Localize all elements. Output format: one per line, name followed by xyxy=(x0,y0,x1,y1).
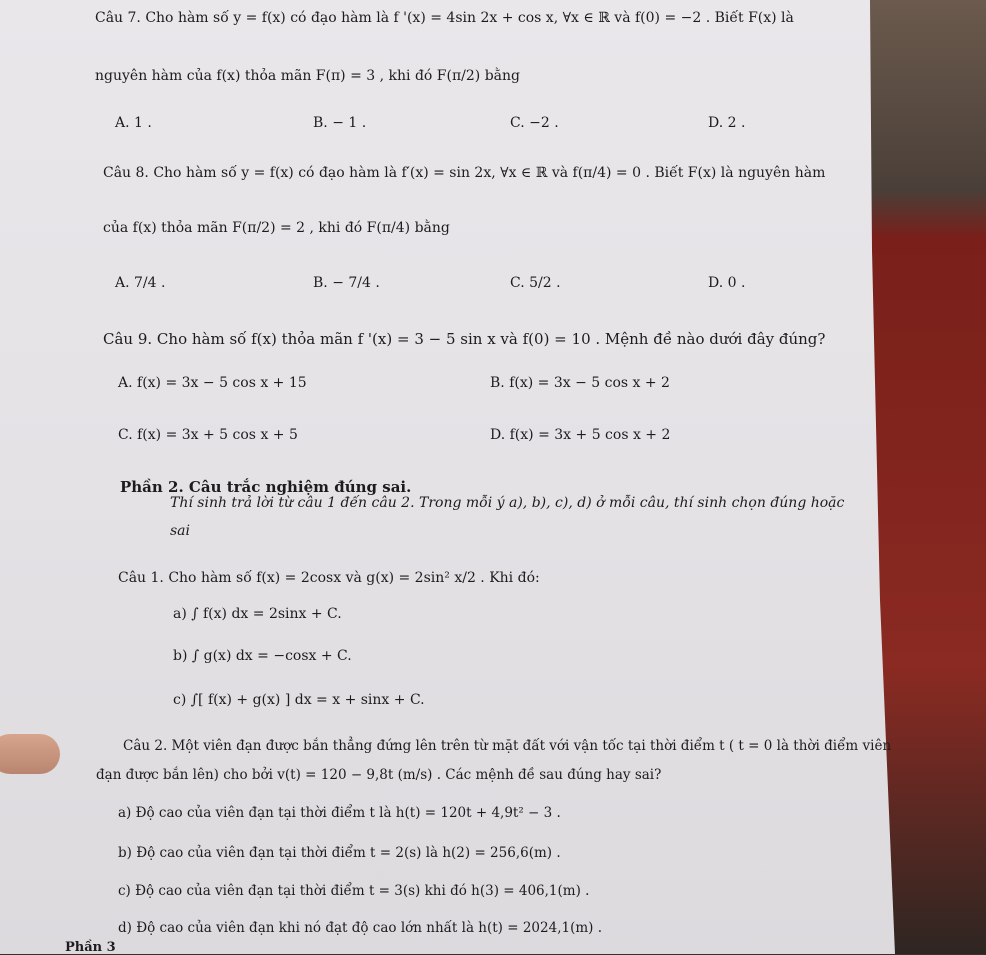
q7-line1: Câu 7. Cho hàm số y = f(x) có đạo hàm là f '(x) = 4sin 2x + cos x, ∀x ∈ ℝ và f(0) = −2 . Biết F(x) là xyxy=(95,10,794,26)
q8-option-c: C. 5/2 . xyxy=(510,275,561,291)
c1-statement-c: c) ∫[ f(x) + g(x) ] dx = x + sinx + C. xyxy=(173,692,425,708)
c2-statement-c: c) Độ cao của viên đạn tại thời điểm t = 3(s) khi đó h(3) = 406,1(m) . xyxy=(118,883,590,899)
q9-option-a: A. f(x) = 3x − 5 cos x + 15 xyxy=(118,375,307,391)
q7-option-d: D. 2 . xyxy=(708,115,746,131)
q7-option-b: B. − 1 . xyxy=(313,115,367,131)
q7-option-a: A. 1 . xyxy=(115,115,152,131)
q8-line2: của f(x) thỏa mãn F(π/2) = 2 , khi đó F(π/4) bằng xyxy=(103,220,450,236)
q9-option-d: D. f(x) = 3x + 5 cos x + 2 xyxy=(490,427,671,443)
q7-line2: nguyên hàm của f(x) thỏa mãn F(π) = 3 , khi đó F(π/2) bằng xyxy=(95,68,521,84)
q9-option-c: C. f(x) = 3x + 5 cos x + 5 xyxy=(118,427,298,443)
c2-line1: Câu 2. Một viên đạn được bắn thẳng đứng lên trên từ mặt đất với vận tốc tại thời điểm t ( t = 0 là thời điểm viên xyxy=(123,738,892,754)
q8-line1: Câu 8. Cho hàm số y = f(x) có đạo hàm là f′(x) = sin 2x, ∀x ∈ ℝ và f(π/4) = 0 . Biết F(x) là nguyên hàm xyxy=(103,165,826,181)
q8-option-b: B. − 7/4 . xyxy=(313,275,380,291)
part2-instruction-2: sai xyxy=(170,523,191,539)
c2-line2: đạn được bắn lên) cho bởi v(t) = 120 − 9,8t (m/s) . Các mệnh đề sau đúng hay sai? xyxy=(96,767,662,783)
part3-heading: Phần 3 xyxy=(65,940,116,955)
c2-statement-b: b) Độ cao của viên đạn tại thời điểm t = 2(s) là h(2) = 256,6(m) . xyxy=(118,845,561,861)
c1-question: Câu 1. Cho hàm số f(x) = 2cosx và g(x) = 2sin² x/2 . Khi đó: xyxy=(118,570,540,586)
part2-instruction-1: Thí sinh trả lời từ câu 1 đến câu 2. Trong mỗi ý a), b), c), d) ở mỗi câu, thí sinh chọn đúng hoặc xyxy=(170,495,845,511)
part2-title: Phần 2. Câu trắc nghiệm đúng sai. xyxy=(120,478,412,496)
c2-statement-d: d) Độ cao của viên đạn khi nó đạt độ cao lớn nhất là h(t) = 2024,1(m) . xyxy=(118,920,602,936)
q9-line1: Câu 9. Cho hàm số f(x) thỏa mãn f '(x) = 3 − 5 sin x và f(0) = 10 . Mệnh đề nào dưới đây đúng? xyxy=(103,330,826,348)
c1-statement-b: b) ∫ g(x) dx = −cosx + C. xyxy=(173,648,352,664)
q7-option-c: C. −2 . xyxy=(510,115,559,131)
c2-statement-a: a) Độ cao của viên đạn tại thời điểm t là h(t) = 120t + 4,9t² − 3 . xyxy=(118,805,561,821)
finger xyxy=(0,734,60,774)
c1-statement-a: a) ∫ f(x) dx = 2sinx + C. xyxy=(173,606,342,622)
q9-option-b: B. f(x) = 3x − 5 cos x + 2 xyxy=(490,375,670,391)
q8-option-a: A. 7/4 . xyxy=(115,275,166,291)
q8-option-d: D. 0 . xyxy=(708,275,746,291)
